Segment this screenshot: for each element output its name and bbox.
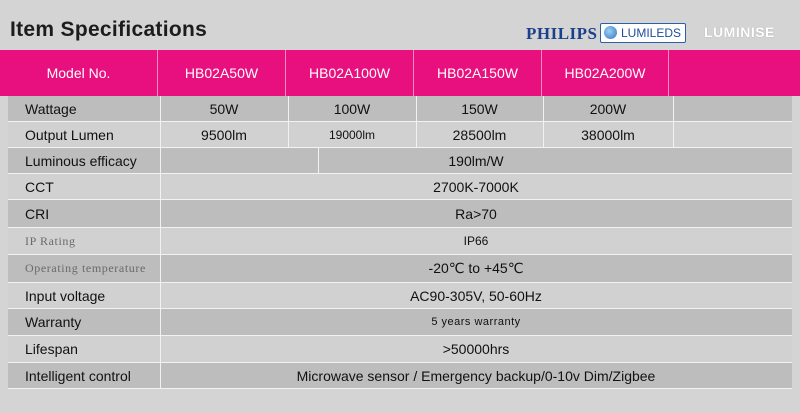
wattage-value: 50W <box>209 100 239 117</box>
intelligent-control-value: Microwave sensor / Emergency backup/0-10v Dim/Zigbee <box>296 367 656 384</box>
page-title: Item Specifications <box>10 18 208 41</box>
row-label: Lifespan <box>25 341 78 357</box>
table-row-lifespan <box>8 336 792 363</box>
header-model-label: Model No. <box>0 50 158 96</box>
table-row-cct <box>8 174 792 200</box>
philips-logo: PHILIPS <box>526 24 598 43</box>
lumen-value: 19000lm <box>328 127 376 142</box>
column-divider <box>673 122 674 147</box>
lifespan-value: >50000hrs <box>442 341 510 357</box>
table-row-intelligent-control <box>8 363 792 389</box>
row-label: Operating temperature <box>25 261 146 275</box>
lumen-value: 9500lm <box>201 126 247 143</box>
row-label: Wattage <box>25 100 77 117</box>
wattage-value: 150W <box>461 100 498 117</box>
row-label: Input voltage <box>25 287 106 304</box>
cct-value: 2700K-7000K <box>433 178 519 195</box>
column-divider <box>673 96 674 121</box>
row-label: Intelligent control <box>25 367 131 384</box>
table-row-cri <box>8 200 792 228</box>
table-row-operating-temperature <box>8 255 792 283</box>
table-row-input-voltage <box>8 283 792 309</box>
table-row-ip-rating <box>8 228 792 255</box>
row-label: Output Lumen <box>25 126 114 143</box>
row-label: IP Rating <box>25 233 76 248</box>
warranty-value: 5 years warranty <box>431 316 521 328</box>
efficacy-value: 190lm/W <box>448 152 504 169</box>
header-model-3: HB02A150W <box>414 50 542 96</box>
input-voltage-value: AC90-305V, 50-60Hz <box>410 287 542 304</box>
ip-rating-value: IP66 <box>463 234 489 248</box>
table-row-warranty <box>8 309 792 336</box>
lumen-value: 38000lm <box>581 126 635 143</box>
table-row-wattage <box>8 96 792 122</box>
row-label: CCT <box>25 178 54 195</box>
header-model-1: HB02A50W <box>158 50 286 96</box>
cri-value: Ra>70 <box>455 205 497 222</box>
table-row-output-lumen <box>8 122 792 148</box>
operating-temperature-value: -20℃ to +45℃ <box>428 260 524 276</box>
row-label: Luminous efficacy <box>25 152 137 169</box>
luminise-logo: LUMINISE <box>704 24 775 40</box>
lumen-value: 28500lm <box>452 126 507 143</box>
row-label: CRI <box>25 205 50 222</box>
row-label: Warranty <box>25 314 82 330</box>
wattage-value: 200W <box>589 100 627 117</box>
lumileds-logo <box>600 23 686 43</box>
wattage-value: 100W <box>333 100 371 117</box>
lumileds-logo-text: LUMILEDS <box>621 26 682 40</box>
header-model-2: HB02A100W <box>286 50 414 96</box>
header-model-4: HB02A200W <box>542 50 669 96</box>
table-row-luminous-efficacy <box>8 148 792 174</box>
lumileds-logo-icon <box>604 26 617 39</box>
